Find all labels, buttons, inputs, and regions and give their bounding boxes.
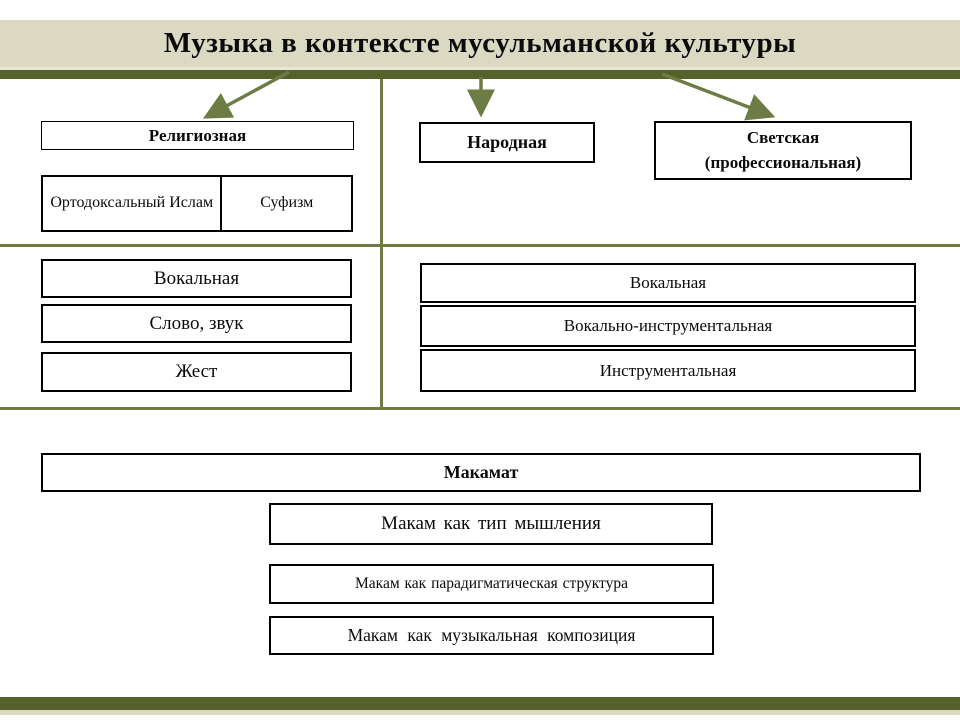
cell-sufism-label: Суфизм (260, 194, 314, 212)
separator-line-upper (0, 244, 960, 247)
separator-line-vertical (380, 79, 383, 410)
box-vocal-instrumental (420, 305, 916, 347)
cell-orthodox-islam-label: Ортодоксальный Ислам (50, 194, 214, 212)
box-left-vocal (41, 259, 352, 298)
arrow-to-secular (662, 74, 772, 116)
box-instrumental (420, 349, 916, 392)
box-religious-label: Религиозная (148, 125, 247, 145)
cell-sufism (222, 177, 351, 230)
header-divider-bar (0, 70, 960, 79)
box-gesture (41, 352, 352, 392)
footer-strip (0, 710, 960, 715)
cell-orthodox-islam (43, 177, 222, 230)
slide-title: Музыка в контексте мусульманской культуры (163, 27, 797, 59)
box-religious-subtypes (41, 175, 353, 232)
box-makamat-label: Макамат (443, 462, 519, 482)
box-right-vocal (420, 263, 916, 303)
separator-line-lower (0, 407, 960, 410)
box-instrumental-label: Инструментальная (599, 360, 737, 380)
box-religious (41, 121, 354, 150)
box-secular-label-line1: Светская (746, 127, 820, 147)
footer-bar (0, 697, 960, 710)
box-makam-thinking-label: Макам как тип мышления (381, 513, 601, 534)
box-folk-label: Народная (467, 132, 547, 152)
box-right-vocal-label: Вокальная (629, 273, 707, 292)
box-makam-composition (269, 616, 714, 655)
box-left-vocal-label: Вокальная (153, 267, 240, 289)
box-makam-composition-label: Макам как музыкальная композиция (347, 625, 636, 645)
box-makam-thinking (269, 503, 713, 545)
box-secular-label-line2: (профессиональная) (704, 152, 862, 172)
box-makamat (41, 453, 921, 492)
title-band (0, 20, 960, 67)
box-gesture-label: Жест (175, 361, 218, 382)
box-vocal-instrumental-label: Вокально-инструментальная (563, 316, 773, 335)
box-makam-paradigmatic (269, 564, 714, 604)
box-folk (419, 122, 595, 163)
box-word-sound-label: Слово, звук (149, 312, 244, 334)
box-makam-paradigmatic-label: Макам как парадигматическая структура (354, 575, 629, 592)
box-secular (654, 121, 912, 180)
box-word-sound (41, 304, 352, 343)
